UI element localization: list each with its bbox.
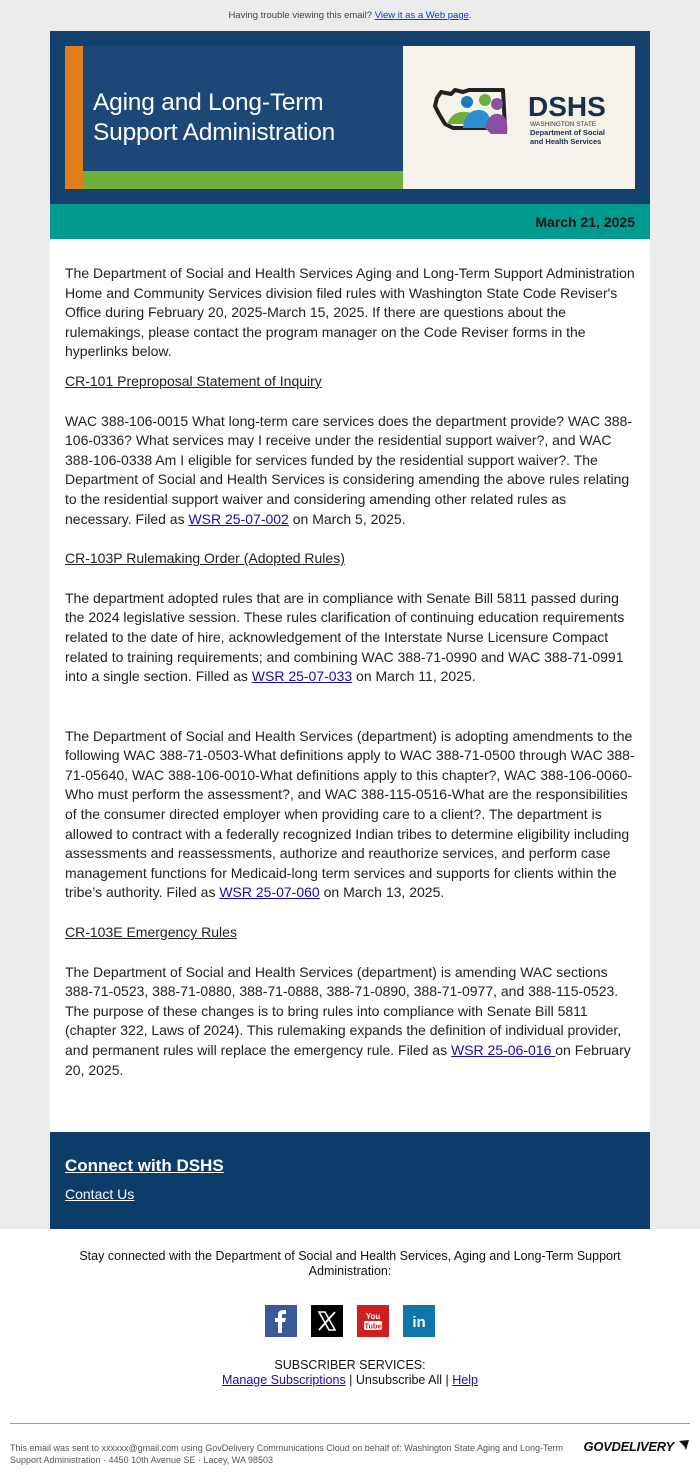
connect-footer <box>50 1132 650 1229</box>
dshs-logo <box>433 84 623 154</box>
cr103p-body-1: The department adopted rules that are in compliance with Senate Bill 5811 passed during the 2024 legislative session. These rules clarification of continuing education requirements related to the date of hire, acknowledgement of the Interstate Nurse Licensure Compact related to training requirements; and combining WAC 388-71-0990 and WAC 388-71-0991 into a single section. Filled as <box>65 589 625 685</box>
dshs-logo-state: WASHINGTON STATE <box>530 121 597 128</box>
cr103e-tail: on February 20, 2025. <box>65 1042 631 1078</box>
unsubscribe-all-text[interactable]: Unsubscribe All <box>355 1373 443 1387</box>
wsr-25-06-016-link[interactable]: WSR 25-06-016 <box>450 1042 556 1058</box>
cr101-heading-link[interactable]: CR-101 Preproposal Statement of Inquiry <box>65 372 322 389</box>
govdelivery-logo <box>584 1439 690 1454</box>
cr103p-paragraph-2 <box>65 727 635 903</box>
subscriber-footer <box>0 1229 700 1475</box>
svg-text:You: You <box>365 1312 381 1321</box>
dshs-logo-dept2: and Health Services <box>530 137 602 146</box>
linkedin-button[interactable] <box>403 1305 435 1337</box>
dshs-logo-panel <box>403 46 635 189</box>
x-icon <box>311 1305 343 1337</box>
view-web-page-link[interactable]: View it as a Web page <box>374 10 469 21</box>
preheader-text: Having trouble viewing this email? <box>228 10 375 21</box>
svg-text:in: in <box>412 1314 426 1331</box>
header-banner <box>50 31 650 204</box>
connect-with-dshs-link[interactable]: Connect with DSHS <box>65 1156 224 1175</box>
subscriber-services-title: SUBSCRIBER SERVICES: <box>274 1358 426 1372</box>
x-button[interactable] <box>311 1305 343 1337</box>
wsr-25-07-060-link[interactable]: WSR 25-07-060 <box>219 884 320 901</box>
footer-divider <box>10 1423 690 1424</box>
cr103p-tail-1: on March 11, 2025. <box>352 668 476 685</box>
cr103e-heading-link[interactable]: CR-103E Emergency Rules <box>65 924 237 941</box>
subscriber-services <box>0 1358 700 1388</box>
banner-title <box>93 88 335 148</box>
wsr-25-07-002-link[interactable]: WSR 25-07-002 <box>188 510 289 527</box>
cr101-body: WAC 388-106-0015 What long-term care services does the department provide? WAC 388-106-0336? What services may I receive under the residential support waiver?, and WAC 388-106-0338 Am I eligible for services funded by the residential support waiver?. The Department of Social and Health Services is considering amending the above rules relating to the residential support waiver and considering amending other related rules as necessary. Filed as <box>65 412 633 527</box>
banner-green-stripe <box>83 171 403 189</box>
preheader-suffix: . <box>468 10 472 21</box>
banner-title-line1: Aging and Long-Term <box>93 89 324 116</box>
intro-paragraph: The Department of Social and Health Services Aging and Long-Term Support Administration Home and Community Services division filed rules with Washington State Code Reviser's Office during February 20, 2025-March 15, 2025. If there are questions about the rulemakings, please contact the program manager on the Code Reviser forms in the hyperlinks below. <box>65 265 635 360</box>
preheader <box>0 0 700 31</box>
banner-title-line2: Support Administration <box>93 119 336 146</box>
separator-2: | <box>442 1373 453 1387</box>
cr103p-heading-link[interactable]: CR-103P Rulemaking Order (Adopted Rules) <box>65 550 345 567</box>
cr103e-body: The Department of Social and Health Services (department) is amending WAC sections 388-71-0523, 388-71-0880, 388-71-0888, 388-71-0890, 388-71-0977, and 388-115-0523. The purpose of these changes is to bring rules into compliance with Senate Bill 5811 (chapter 322, Laws of 2024). This rulemaking expands the definition of individual provider, and permanent rules will replace the emergency rule. Filed as <box>65 963 622 1058</box>
contact-us-link[interactable]: Contact Us <box>65 1186 135 1202</box>
cr103p-tail-2: on March 13, 2025. <box>319 884 445 901</box>
banner-title-panel <box>65 46 403 189</box>
youtube-button[interactable] <box>357 1305 389 1337</box>
govdelivery-logo-text: GOVDELIVERY <box>583 1439 674 1454</box>
separator-1: | <box>345 1373 356 1387</box>
dshs-logo-name: DSHS <box>528 91 606 122</box>
email-card <box>50 31 650 1229</box>
cr101-paragraph <box>65 412 635 530</box>
manage-subscriptions-link[interactable]: Manage Subscriptions <box>222 1373 346 1387</box>
facebook-icon <box>265 1305 297 1337</box>
email-body <box>50 239 650 1132</box>
cr103p-paragraph-1 <box>65 589 635 687</box>
help-link[interactable]: Help <box>452 1373 478 1387</box>
dshs-logo-dept1: Department of Social <box>530 128 606 137</box>
fineprint-text: This email was sent to xxxxxx@gmail.com using GovDelivery Communications Cloud on behalf of: Washington State Aging and Long-Term Support Administration · 4450 10th Avenue SE · Lacey, WA 98503 <box>10 1443 564 1465</box>
banner-orange-stripe <box>65 46 83 189</box>
govdelivery-icon <box>678 1439 690 1451</box>
social-links <box>0 1305 700 1337</box>
cr103p-body-2: The Department of Social and Health Services (department) is adopting amendments to the following WAC 388-71-0503-What definitions apply to WAC 388-71-0500 through WAC 388-71-05640, WAC 388-106-0010-What definitions apply to this chapter?, WAC 388-106-0060-Who must perform the assessment?, and WAC 388-115-0516-What are the responsibilities of the consumer directed employer when providing care to a client?. The department is allowed to contract with a federally recognized Indian tribes to determine eligibility including assessments and reassessments, authorize and reauthorize services, and perform case management functions for Medicaid-long term services and supports for clients within the tribe’s authority. Filed as <box>65 727 635 901</box>
cr101-tail: on March 5, 2025. <box>288 510 406 527</box>
linkedin-icon <box>403 1305 435 1337</box>
date-bar <box>50 204 650 239</box>
svg-text:Tube: Tube <box>364 1321 382 1331</box>
issue-date: March 21, 2025 <box>535 214 635 230</box>
cr103e-paragraph <box>65 963 635 1081</box>
wsr-25-07-033-link[interactable]: WSR 25-07-033 <box>251 668 353 685</box>
stay-connected-text: Stay connected with the Department of Social and Health Services, Aging and Long-Term Support Administration: <box>79 1249 621 1278</box>
facebook-button[interactable] <box>265 1305 297 1337</box>
youtube-icon <box>357 1305 389 1337</box>
